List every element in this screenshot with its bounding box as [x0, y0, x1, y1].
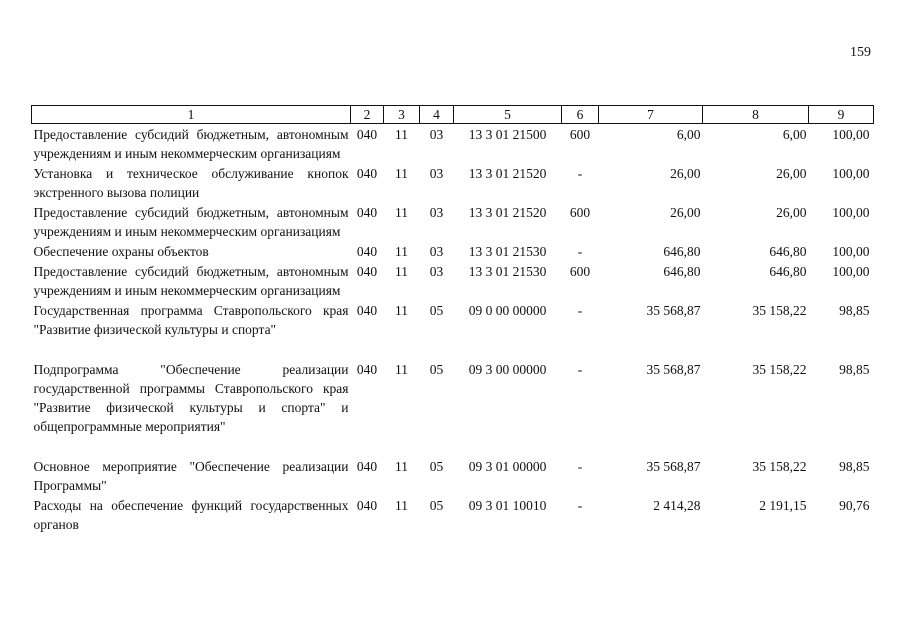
row-target-article: 09 3 01 00000 — [468, 459, 547, 474]
row-ministry-code: 040 — [356, 264, 378, 279]
row-planned: 646,80 — [663, 264, 701, 279]
row-target-article: 13 3 01 21520 — [468, 205, 547, 220]
row-target-article: 09 3 01 10010 — [468, 498, 547, 513]
col-header-6: 6 — [562, 106, 599, 124]
col-header-5: 5 — [454, 106, 562, 124]
header-row — [32, 106, 874, 124]
row-subsection: 05 — [429, 362, 444, 377]
row-expense-type: 600 — [569, 205, 591, 220]
row-name: Предоставление субсидий бюджетным, автономным учреждениям и иным некоммерческим организациям — [33, 205, 349, 239]
row-expense-type: 600 — [569, 127, 591, 142]
row-planned: 2 414,28 — [653, 498, 701, 513]
row-percent: 100,00 — [832, 264, 870, 279]
row-expense-type: - — [577, 166, 583, 181]
row-ministry-code: 040 — [356, 303, 378, 318]
row-planned: 26,00 — [670, 205, 701, 220]
table-row — [32, 300, 874, 359]
row-target-article: 09 0 00 00000 — [468, 303, 547, 318]
row-ministry-code: 040 — [356, 205, 378, 220]
row-section: 11 — [395, 244, 408, 259]
row-expense-type: - — [577, 303, 583, 318]
row-name: Установка и техническое обслуживание кнопок экстренного вызова полиции — [33, 166, 349, 200]
table-row — [32, 124, 874, 164]
col-header-4: 4 — [420, 106, 454, 124]
row-subsection: 03 — [429, 127, 444, 142]
row-executed: 26,00 — [776, 205, 807, 220]
table-row — [32, 495, 874, 534]
row-section: 11 — [395, 127, 408, 142]
row-ministry-code: 040 — [356, 362, 378, 377]
table-row — [32, 202, 874, 241]
row-subsection: 05 — [429, 303, 444, 318]
page-number: 159 — [850, 45, 871, 60]
col-header-3: 3 — [384, 106, 420, 124]
row-expense-type: - — [577, 362, 583, 377]
row-section: 11 — [395, 166, 408, 181]
row-target-article: 13 3 01 21530 — [468, 244, 547, 259]
row-executed: 6,00 — [782, 127, 807, 142]
row-ministry-code: 040 — [356, 127, 378, 142]
row-section: 11 — [395, 303, 408, 318]
row-subsection: 03 — [429, 166, 444, 181]
row-name: Подпрограмма "Обеспечение реализации государственной программы Ставропольского края "Развитие физической культуры и спорта" и общепрограммные мероприятия" — [33, 362, 349, 434]
row-expense-type: - — [577, 498, 583, 513]
row-subsection: 03 — [429, 244, 444, 259]
row-section: 11 — [395, 205, 408, 220]
row-ministry-code: 040 — [356, 244, 378, 259]
row-planned: 646,80 — [663, 244, 701, 259]
row-target-article: 13 3 01 21500 — [468, 127, 547, 142]
row-target-article: 09 3 00 00000 — [468, 362, 547, 377]
col-header-7: 7 — [599, 106, 703, 124]
row-percent: 90,76 — [839, 498, 870, 513]
table-row — [32, 359, 874, 456]
table-row — [32, 261, 874, 300]
row-subsection: 03 — [429, 205, 444, 220]
row-section: 11 — [395, 459, 408, 474]
row-planned: 6,00 — [676, 127, 701, 142]
row-name: Основное мероприятие "Обеспечение реализации Программы" — [33, 459, 349, 493]
row-ministry-code: 040 — [356, 459, 378, 474]
row-planned: 26,00 — [670, 166, 701, 181]
row-name: Предоставление субсидий бюджетным, автономным учреждениям и иным некоммерческим организациям — [33, 127, 349, 161]
row-executed: 35 158,22 — [752, 459, 807, 474]
row-expense-type: - — [577, 244, 583, 259]
row-section: 11 — [395, 362, 408, 377]
row-planned: 35 568,87 — [646, 303, 701, 318]
row-subsection: 05 — [429, 498, 444, 513]
row-percent: 98,85 — [839, 303, 870, 318]
row-subsection: 05 — [429, 459, 444, 474]
row-executed: 2 191,15 — [759, 498, 807, 513]
row-name: Государственная программа Ставропольского края "Развитие физической культуры и спорта" — [33, 303, 349, 337]
table-row — [32, 241, 874, 261]
row-target-article: 13 3 01 21520 — [468, 166, 547, 181]
row-planned: 35 568,87 — [646, 362, 701, 377]
row-expense-type: 600 — [569, 264, 591, 279]
row-expense-type: - — [577, 459, 583, 474]
row-percent: 98,85 — [839, 459, 870, 474]
row-executed: 26,00 — [776, 166, 807, 181]
row-executed: 646,80 — [769, 264, 807, 279]
row-section: 11 — [395, 498, 408, 513]
row-section: 11 — [395, 264, 408, 279]
budget-table — [31, 105, 874, 534]
row-percent: 100,00 — [832, 244, 870, 259]
row-percent: 98,85 — [839, 362, 870, 377]
col-header-1: 1 — [32, 106, 351, 124]
col-header-8: 8 — [703, 106, 809, 124]
row-percent: 100,00 — [832, 127, 870, 142]
row-percent: 100,00 — [832, 166, 870, 181]
row-executed: 35 158,22 — [752, 303, 807, 318]
table-row — [32, 163, 874, 202]
row-percent: 100,00 — [832, 205, 870, 220]
row-ministry-code: 040 — [356, 166, 378, 181]
row-executed: 35 158,22 — [752, 362, 807, 377]
row-name: Расходы на обеспечение функций государственных органов — [33, 498, 349, 532]
row-executed: 646,80 — [769, 244, 807, 259]
row-target-article: 13 3 01 21530 — [468, 264, 547, 279]
table-row — [32, 456, 874, 495]
col-header-9: 9 — [809, 106, 874, 124]
col-header-2: 2 — [351, 106, 384, 124]
row-ministry-code: 040 — [356, 498, 378, 513]
row-name: Предоставление субсидий бюджетным, автономным учреждениям и иным некоммерческим организациям — [33, 264, 349, 298]
row-name: Обеспечение охраны объектов — [33, 244, 209, 259]
row-planned: 35 568,87 — [646, 459, 701, 474]
row-subsection: 03 — [429, 264, 444, 279]
